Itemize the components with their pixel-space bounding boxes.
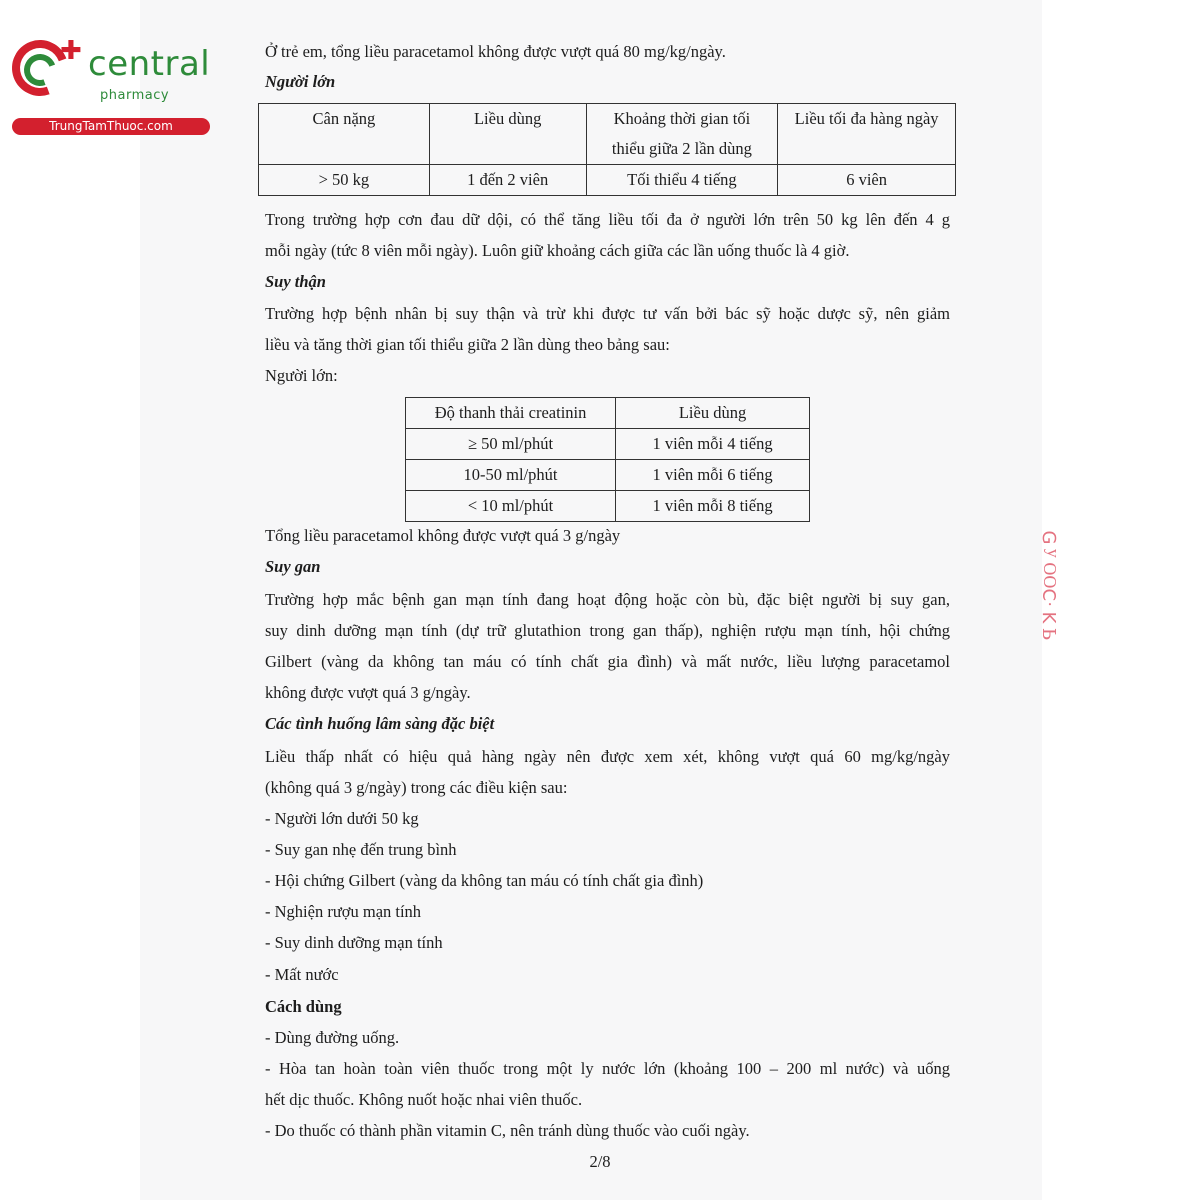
paragraph: Trường hợp bệnh nhân bị suy thận và trừ khi được tư vấn bởi bác sỹ hoặc dược sỹ, nên giảm — [265, 304, 950, 323]
renal-dosage-table — [405, 397, 810, 522]
list-item: - Nghiện rượu mạn tính — [265, 902, 422, 921]
central-pharmacy-logo[interactable] — [10, 38, 215, 138]
medical-cross-icon: ✚ — [60, 36, 82, 66]
paragraph: suy dinh dưỡng mạn tính (dự trữ glutathion trong gan thấp), nghiện rượu mạn tính, hội chứng — [265, 621, 950, 640]
list-item: - Suy dinh dưỡng mạn tính — [265, 933, 443, 952]
heading-adult: Người lớn — [265, 72, 336, 91]
list-item: - Do thuốc có thành phần vitamin C, nên tránh dùng thuốc vào cuối ngày. — [265, 1121, 750, 1140]
heading-special-cases: Các tình huống lâm sàng đặc biệt — [265, 714, 495, 733]
col-weight: Cân nặng — [259, 104, 430, 165]
paragraph: mỗi ngày (tức 8 viên mỗi ngày). Luôn giữ khoảng cách giữa các lần uống thuốc là 4 giờ. — [265, 241, 850, 260]
table-row — [406, 491, 810, 522]
cell-dose: 1 viên mỗi 6 tiếng — [616, 460, 810, 491]
col-creatinine-clearance: Độ thanh thải creatinin — [406, 398, 616, 429]
heading-renal: Suy thận — [265, 272, 326, 291]
logo-brand-name: central — [88, 44, 211, 84]
adult-dosage-table — [258, 103, 956, 196]
list-item: - Suy gan nhẹ đến trung bình — [265, 840, 457, 859]
cell-interval: Tối thiểu 4 tiếng — [586, 165, 778, 196]
cell-clearance: ≥ 50 ml/phút — [406, 429, 616, 460]
list-item: hết dịc thuốc. Không nuốt hoặc nhai viên thuốc. — [265, 1090, 583, 1109]
cell-dose: 1 viên mỗi 4 tiếng — [616, 429, 810, 460]
table-row — [406, 429, 810, 460]
heading-usage: Cách dùng — [265, 997, 342, 1016]
cell-clearance: 10-50 ml/phút — [406, 460, 616, 491]
paragraph: không được vượt quá 3 g/ngày. — [265, 683, 471, 702]
table-row — [259, 165, 956, 196]
paragraph: Trường hợp mắc bệnh gan mạn tính đang hoạt động hoặc còn bù, đặc biệt người bị suy gan, — [265, 590, 950, 609]
paragraph: Liều thấp nhất có hiệu quả hàng ngày nên được xem xét, không vượt quá 60 mg/kg/ngày — [265, 747, 950, 766]
paragraph: Trong trường hợp cơn đau dữ dội, có thể tăng liều tối đa ở người lớn trên 50 kg lên đến 4 g — [265, 210, 950, 229]
cell-max-daily: 6 viên — [778, 165, 956, 196]
cell-dose: 1 viên mỗi 8 tiếng — [616, 491, 810, 522]
logo-url-badge[interactable]: TrungTamThuoc.com — [12, 118, 210, 135]
side-stamp-mark: ꟼ ꓘ ·ꓛOO ʎ ꓨ — [1040, 530, 1060, 640]
paragraph: Người lớn: — [265, 366, 338, 385]
logo-subtitle: pharmacy — [100, 88, 170, 103]
col-max-daily: Liều tối đa hàng ngày — [778, 104, 956, 165]
paragraph: (không quá 3 g/ngày) trong các điều kiện sau: — [265, 778, 568, 797]
list-item: - Hòa tan hoàn toàn viên thuốc trong một ly nước lớn (khoảng 100 – 200 ml nước) và uống — [265, 1059, 950, 1078]
list-item: - Người lớn dưới 50 kg — [265, 809, 419, 828]
list-item: - Hội chứng Gilbert (vàng da không tan máu có tính chất gia đình) — [265, 871, 704, 890]
child-dose-note: Ở trẻ em, tổng liều paracetamol không được vượt quá 80 mg/kg/ngày. — [265, 42, 726, 61]
heading-liver: Suy gan — [265, 557, 321, 576]
col-dose: Liều dùng — [616, 398, 810, 429]
cell-weight: > 50 kg — [259, 165, 430, 196]
table-row — [406, 460, 810, 491]
cell-clearance: < 10 ml/phút — [406, 491, 616, 522]
col-dose: Liều dùng — [429, 104, 586, 165]
paragraph: Tổng liều paracetamol không được vượt quá 3 g/ngày — [265, 526, 621, 545]
list-item: - Mất nước — [265, 965, 339, 984]
list-item: - Dùng đường uống. — [265, 1028, 400, 1047]
col-interval: Khoảng thời gian tối thiểu giữa 2 lần dùng — [586, 104, 778, 165]
cell-dose: 1 đến 2 viên — [429, 165, 586, 196]
paragraph: Gilbert (vàng da không tan máu có tính chất gia đình) và mất nước, liều lượng paracetamol — [265, 652, 950, 671]
paragraph: liều và tăng thời gian tối thiểu giữa 2 lần dùng theo bảng sau: — [265, 335, 670, 354]
page-number: 2/8 — [589, 1152, 611, 1171]
